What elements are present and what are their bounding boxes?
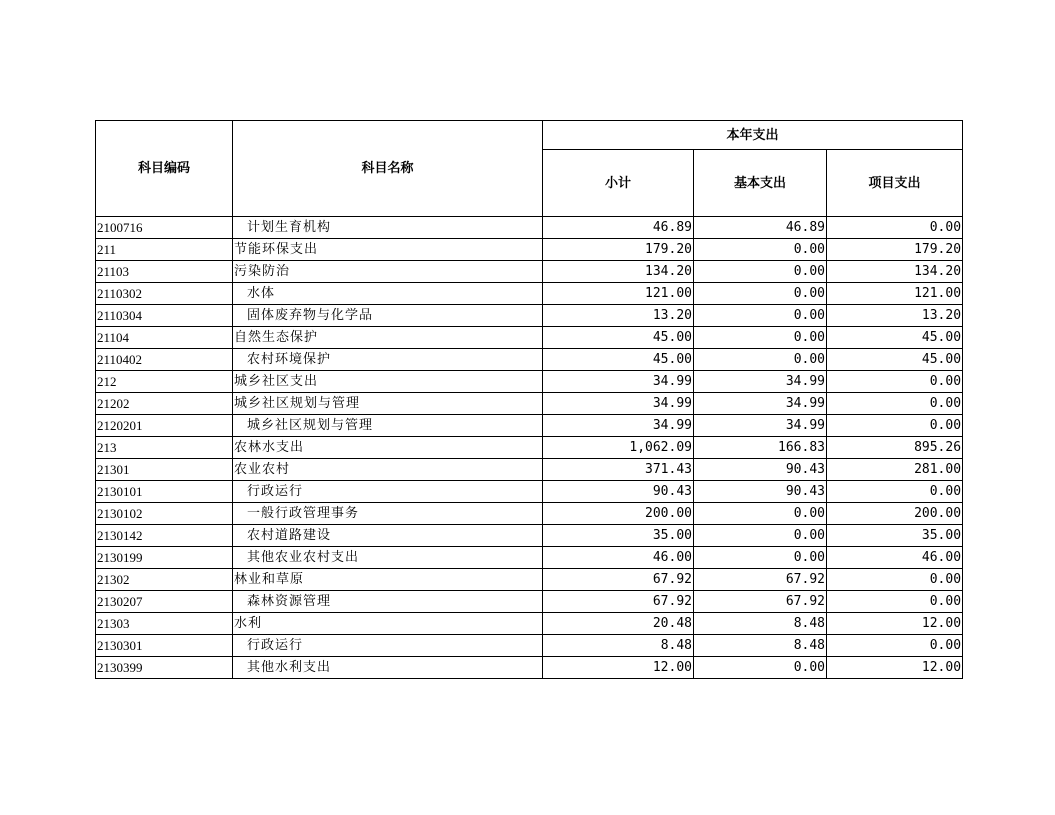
cell-basic: 0.00 <box>694 503 827 525</box>
cell-code: 2120201 <box>96 415 233 437</box>
cell-project: 0.00 <box>827 481 963 503</box>
cell-project: 0.00 <box>827 591 963 613</box>
cell-name: 农村环境保护 <box>233 349 543 371</box>
cell-subtotal: 12.00 <box>543 657 694 679</box>
cell-project: 45.00 <box>827 327 963 349</box>
cell-subtotal: 34.99 <box>543 393 694 415</box>
cell-code: 2110402 <box>96 349 233 371</box>
cell-code: 2110302 <box>96 283 233 305</box>
cell-code: 213 <box>96 437 233 459</box>
cell-basic: 166.83 <box>694 437 827 459</box>
table-row <box>96 481 963 503</box>
cell-subtotal: 67.92 <box>543 569 694 591</box>
cell-project: 46.00 <box>827 547 963 569</box>
cell-name: 其他水利支出 <box>233 657 543 679</box>
cell-basic: 34.99 <box>694 393 827 415</box>
header-project: 项目支出 <box>827 150 963 217</box>
cell-basic: 67.92 <box>694 569 827 591</box>
cell-name: 农业农村 <box>233 459 543 481</box>
cell-code: 2130142 <box>96 525 233 547</box>
cell-name: 农村道路建设 <box>233 525 543 547</box>
cell-subtotal: 20.48 <box>543 613 694 635</box>
cell-code: 2130102 <box>96 503 233 525</box>
cell-subtotal: 371.43 <box>543 459 694 481</box>
table-row <box>96 437 963 459</box>
table-row <box>96 547 963 569</box>
cell-name: 污染防治 <box>233 261 543 283</box>
cell-subtotal: 200.00 <box>543 503 694 525</box>
table-row <box>96 327 963 349</box>
table-row <box>96 349 963 371</box>
cell-basic: 0.00 <box>694 657 827 679</box>
cell-project: 12.00 <box>827 657 963 679</box>
cell-basic: 0.00 <box>694 327 827 349</box>
header-basic: 基本支出 <box>694 150 827 217</box>
table-row <box>96 613 963 635</box>
cell-name: 其他农业农村支出 <box>233 547 543 569</box>
cell-project: 179.20 <box>827 239 963 261</box>
table-row <box>96 459 963 481</box>
cell-project: 895.26 <box>827 437 963 459</box>
table-row <box>96 371 963 393</box>
cell-basic: 90.43 <box>694 459 827 481</box>
cell-basic: 34.99 <box>694 371 827 393</box>
cell-code: 2100716 <box>96 217 233 239</box>
table-row <box>96 305 963 327</box>
cell-code: 211 <box>96 239 233 261</box>
table-row <box>96 217 963 239</box>
cell-name: 城乡社区规划与管理 <box>233 393 543 415</box>
table-row <box>96 569 963 591</box>
cell-project: 35.00 <box>827 525 963 547</box>
cell-subtotal: 34.99 <box>543 371 694 393</box>
cell-subtotal: 45.00 <box>543 349 694 371</box>
cell-subtotal: 90.43 <box>543 481 694 503</box>
cell-name: 森林资源管理 <box>233 591 543 613</box>
cell-basic: 46.89 <box>694 217 827 239</box>
cell-project: 12.00 <box>827 613 963 635</box>
cell-name: 计划生育机构 <box>233 217 543 239</box>
table-row <box>96 261 963 283</box>
cell-basic: 0.00 <box>694 305 827 327</box>
cell-code: 2130101 <box>96 481 233 503</box>
cell-basic: 0.00 <box>694 239 827 261</box>
cell-name: 自然生态保护 <box>233 327 543 349</box>
cell-basic: 8.48 <box>694 613 827 635</box>
expenditure-table <box>95 120 963 679</box>
header-name: 科目名称 <box>233 121 543 217</box>
cell-subtotal: 13.20 <box>543 305 694 327</box>
cell-name: 城乡社区规划与管理 <box>233 415 543 437</box>
cell-code: 21202 <box>96 393 233 415</box>
cell-code: 21103 <box>96 261 233 283</box>
cell-project: 13.20 <box>827 305 963 327</box>
cell-name: 行政运行 <box>233 635 543 657</box>
table-row <box>96 635 963 657</box>
cell-subtotal: 35.00 <box>543 525 694 547</box>
table-row <box>96 657 963 679</box>
cell-project: 134.20 <box>827 261 963 283</box>
cell-name: 行政运行 <box>233 481 543 503</box>
cell-name: 林业和草原 <box>233 569 543 591</box>
cell-subtotal: 46.89 <box>543 217 694 239</box>
cell-code: 2130207 <box>96 591 233 613</box>
cell-subtotal: 46.00 <box>543 547 694 569</box>
cell-code: 21303 <box>96 613 233 635</box>
cell-basic: 0.00 <box>694 261 827 283</box>
cell-basic: 8.48 <box>694 635 827 657</box>
cell-code: 21302 <box>96 569 233 591</box>
cell-project: 0.00 <box>827 635 963 657</box>
cell-basic: 34.99 <box>694 415 827 437</box>
cell-basic: 0.00 <box>694 525 827 547</box>
header-subtotal: 小计 <box>543 150 694 217</box>
cell-name: 水利 <box>233 613 543 635</box>
cell-code: 2130399 <box>96 657 233 679</box>
cell-code: 2110304 <box>96 305 233 327</box>
cell-code: 21104 <box>96 327 233 349</box>
cell-basic: 67.92 <box>694 591 827 613</box>
cell-project: 200.00 <box>827 503 963 525</box>
cell-name: 固体废弃物与化学品 <box>233 305 543 327</box>
cell-name: 水体 <box>233 283 543 305</box>
cell-name: 节能环保支出 <box>233 239 543 261</box>
cell-basic: 0.00 <box>694 547 827 569</box>
cell-project: 0.00 <box>827 415 963 437</box>
cell-code: 212 <box>96 371 233 393</box>
cell-subtotal: 121.00 <box>543 283 694 305</box>
table-row <box>96 415 963 437</box>
table-row <box>96 393 963 415</box>
cell-subtotal: 134.20 <box>543 261 694 283</box>
cell-subtotal: 179.20 <box>543 239 694 261</box>
table-row <box>96 591 963 613</box>
cell-project: 0.00 <box>827 217 963 239</box>
table-row <box>96 239 963 261</box>
cell-project: 281.00 <box>827 459 963 481</box>
table-row <box>96 503 963 525</box>
table-row <box>96 283 963 305</box>
cell-code: 21301 <box>96 459 233 481</box>
cell-project: 45.00 <box>827 349 963 371</box>
cell-code: 2130301 <box>96 635 233 657</box>
cell-basic: 0.00 <box>694 349 827 371</box>
header-group-annual-expenditure: 本年支出 <box>543 121 963 150</box>
header-code: 科目编码 <box>96 121 233 217</box>
cell-subtotal: 67.92 <box>543 591 694 613</box>
cell-name: 一般行政管理事务 <box>233 503 543 525</box>
cell-project: 0.00 <box>827 393 963 415</box>
cell-subtotal: 1,062.09 <box>543 437 694 459</box>
cell-subtotal: 8.48 <box>543 635 694 657</box>
cell-project: 121.00 <box>827 283 963 305</box>
cell-name: 农林水支出 <box>233 437 543 459</box>
cell-project: 0.00 <box>827 569 963 591</box>
cell-basic: 0.00 <box>694 283 827 305</box>
cell-code: 2130199 <box>96 547 233 569</box>
cell-name: 城乡社区支出 <box>233 371 543 393</box>
table-row <box>96 525 963 547</box>
cell-project: 0.00 <box>827 371 963 393</box>
cell-subtotal: 45.00 <box>543 327 694 349</box>
cell-subtotal: 34.99 <box>543 415 694 437</box>
cell-basic: 90.43 <box>694 481 827 503</box>
